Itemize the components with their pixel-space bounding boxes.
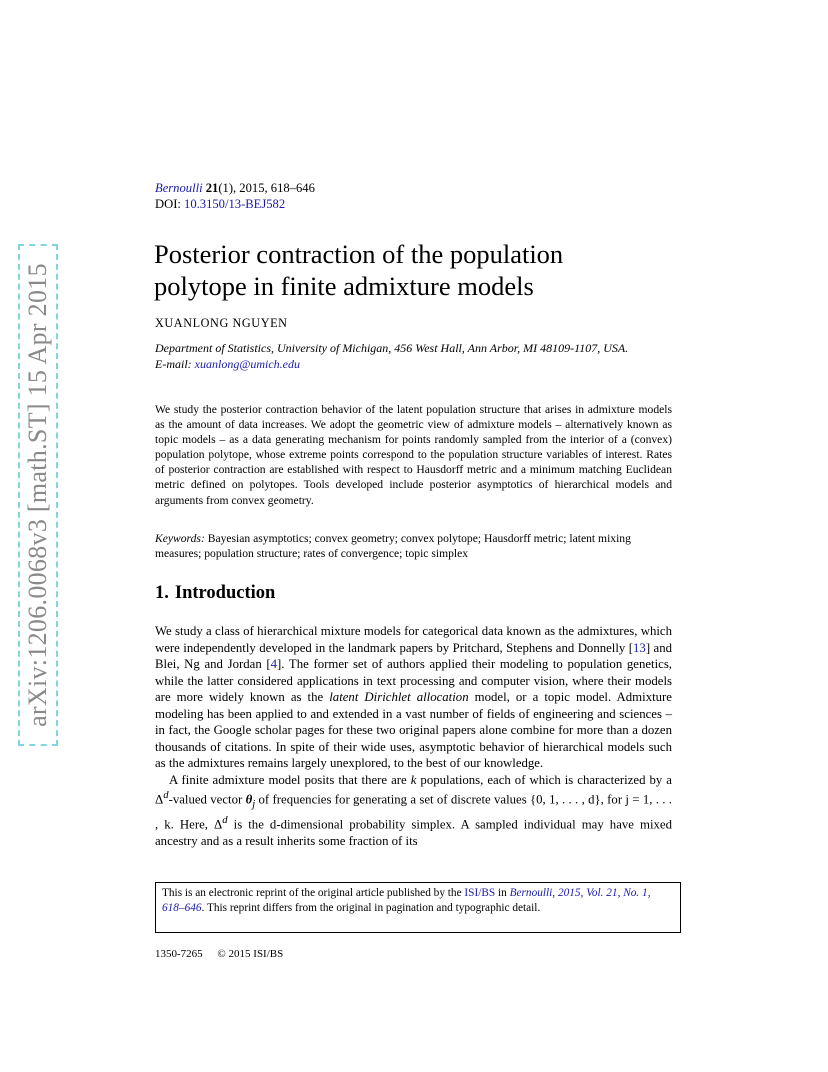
copyright: 2015 ISI/BS bbox=[228, 948, 284, 960]
affiliation bbox=[155, 340, 680, 372]
email-label: E-mail: bbox=[155, 357, 192, 371]
section-heading bbox=[155, 583, 275, 604]
doi-link[interactable]: 10.3150/13-BEJ582 bbox=[184, 197, 286, 211]
issn: 1350-7265 bbox=[155, 948, 203, 960]
citation-13[interactable]: 13 bbox=[633, 640, 646, 655]
journal-issue: (1), 2015, 618–646 bbox=[218, 181, 315, 195]
copyright-icon: © bbox=[217, 948, 226, 960]
journal-citation bbox=[155, 180, 315, 196]
abstract: We study the posterior contraction behavior of the latent population structure that arises in admixture models as the amount of data increases. We adopt the geometric view of admixture models – alternatively known as topic models – as a data generating mechanism for points randomly sampled from the interior of a (convex) population polytope, whose extreme points correspond to the population structure variables of interest. Rates of posterior contraction are established with respect to Hausdorff metric and a minimum matching Euclidean metric defined on polytopes. Tools developed include posterior asymptotics of hierarchical models and arguments from convex geometry. bbox=[155, 403, 672, 507]
title-line-2: polytope in finite admixture models bbox=[154, 271, 534, 301]
email-link[interactable]: xuanlong@umich.edu bbox=[194, 357, 301, 371]
author-name: XUANLONG NGUYEN bbox=[155, 316, 288, 330]
keywords-label: Keywords: bbox=[155, 532, 205, 545]
arxiv-id: arXiv:1206.0068v3 [math.ST] 15 Apr 2015 bbox=[23, 263, 52, 727]
title-line-1: Posterior contraction of the population bbox=[154, 239, 564, 269]
paper-title bbox=[154, 238, 714, 302]
footer bbox=[155, 948, 283, 960]
paragraph-2: A finite admixture model posits that there are k populations, each of which is characterized by a $\Delta^d$-valued vector $\theta_j$ of frequencies for generating a set of discrete values {0, 1, . . . , d}, for j = 1, . . . , k. Here, $\Delta^d$ is the d-dimensional probability simplex. A sampled individual may have mixed ancestry and as a result inherits some fraction of its bbox=[155, 772, 673, 849]
keywords bbox=[155, 531, 672, 561]
bernoulli-reprint-link[interactable]: Bernoulli, 2015, Vol. 21, No. 1, 618–646 bbox=[162, 887, 651, 914]
section-title: Introduction bbox=[174, 583, 276, 603]
body-text bbox=[155, 623, 672, 850]
section-number: 1. bbox=[155, 583, 169, 603]
reprint-notice: This is an electronic reprint of the original article published by the ISI/BS in Bernoulli, 2015, Vol. 21, No. 1, 618–646. This reprint differs from the original in pagination and typographic detail. bbox=[155, 882, 681, 933]
arxiv-stamp[interactable] bbox=[18, 244, 58, 746]
doi-label: DOI: bbox=[155, 197, 181, 211]
affiliation-dept: Department of Statistics, University of Michigan, 456 West Hall, Ann Arbor, MI 48109-1107, USA. bbox=[155, 341, 629, 355]
paragraph-1: We study a class of hierarchical mixture models for categorical data known as the admixtures, which were independently developed in the landmark papers by Pritchard, Stephens and Donnelly [13] and Blei, Ng and Jordan [4]. The former set of authors applied their modeling to population genetics, while the latter considered applications in text processing and computer vision, where their models are more widely known as the latent Dirichlet allocation model, or a topic model. Admixture modeling has been applied to and extended in a vast number of fields of engineering and sciences – in fact, the Google scholar pages for these two original papers alone combine for more than a dozen thousands of citations. In spite of their wide uses, asymptotic behavior of hierarchical models such as the admixtures remains largely unexplored, to the best of our knowledge. bbox=[155, 624, 673, 770]
journal-volume: 21 bbox=[205, 181, 219, 195]
keywords-text: Bayesian asymptotics; convex geometry; convex polytope; Hausdorff metric; latent mixing measures; population structure; rates of convergence; topic simplex bbox=[155, 532, 631, 561]
citation-4[interactable]: 4 bbox=[270, 657, 278, 671]
journal-link[interactable]: Bernoulli bbox=[155, 181, 203, 195]
isi-bs-link[interactable]: ISI/BS bbox=[464, 887, 496, 899]
doi-line bbox=[155, 196, 285, 212]
